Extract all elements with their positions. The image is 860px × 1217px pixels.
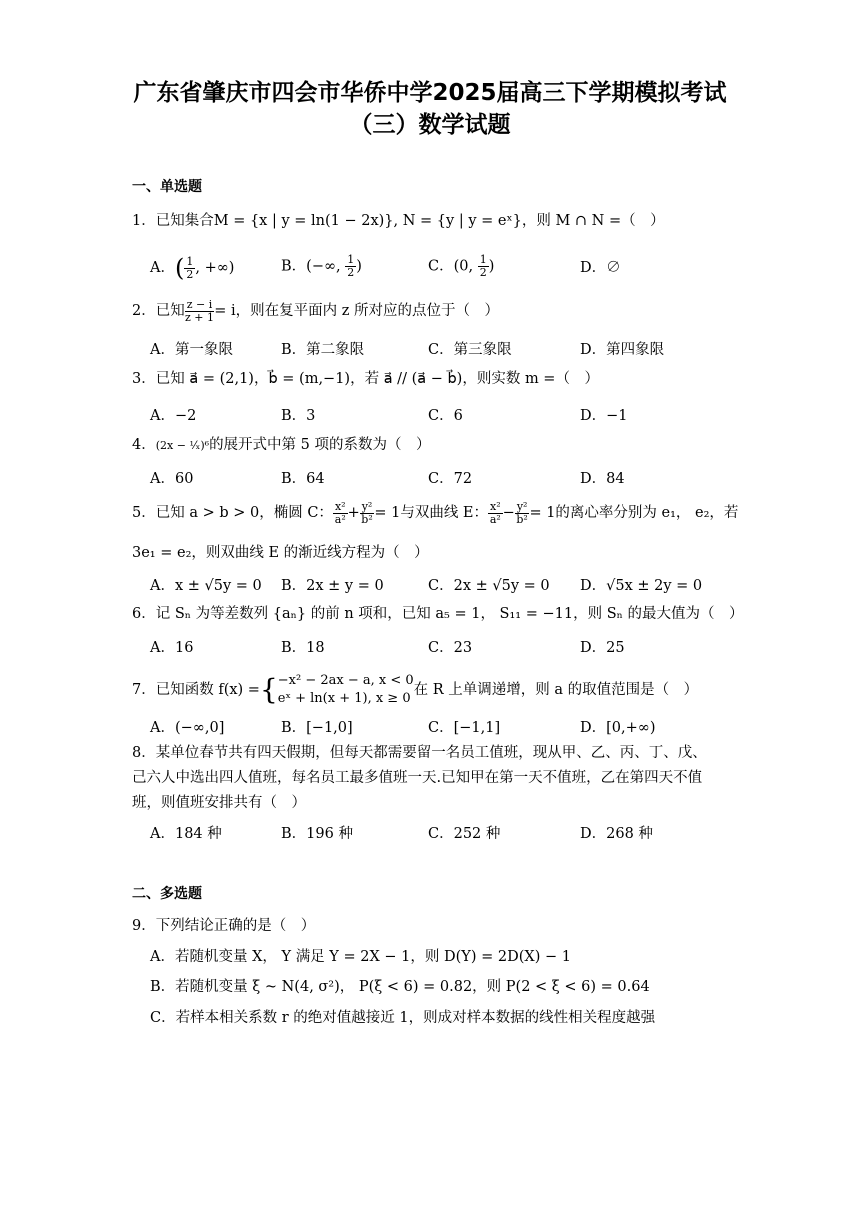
q5-ellipse-y-term — [360, 501, 375, 526]
q1-option-a-label: A． — [150, 260, 175, 276]
q1-option-c-label: C． — [428, 258, 454, 275]
question-6-stem: 6．记 Sₙ 为等差数列 {aₙ} 的前 n 项和，已知 a₅ = 1， S₁₁ = −11，则 Sₙ 的最大值为（ ） — [132, 606, 744, 622]
q5-b2: b² — [361, 512, 373, 526]
q2-denominator: z + 1 — [184, 310, 214, 324]
q1-option-b-den: 2 — [347, 266, 355, 279]
q7-option-d: D．[0,+∞) — [580, 720, 656, 736]
q5-hb2: b² — [516, 512, 528, 526]
q5-ha2: a² — [489, 512, 501, 526]
q9-option-c: C．若样本相关系数 r 的绝对值越接近 1，则成对样本数据的线性相关程度越强 — [150, 1010, 656, 1026]
q5-minus: − — [502, 505, 515, 521]
q8-option-b: B．196 种 — [281, 826, 353, 842]
q1-option-d: D．∅ — [580, 260, 621, 276]
q1-suffix: ，则 M ∩ N =（ ） — [521, 213, 665, 229]
q8-option-a: A．184 种 — [150, 826, 222, 842]
q1-option-a-den: 2 — [186, 267, 194, 281]
q3-option-c: C．6 — [428, 408, 463, 424]
q5-eq1: = 1 — [374, 505, 401, 521]
q6-option-a: A．16 — [150, 640, 194, 656]
q5-heq1: = 1 — [529, 505, 556, 521]
section-heading-multiple-choice: 二、多选题 — [132, 886, 202, 902]
q2-option-a: A．第一象限 — [150, 342, 233, 358]
q8-option-c: C．252 种 — [428, 826, 501, 842]
q5-line1-prefix: 5．已知 a > b > 0，椭圆 C： — [132, 505, 333, 521]
q5-option-d: D．√5x ± 2y = 0 — [580, 578, 703, 594]
q6-option-c: C．23 — [428, 640, 473, 656]
question-5-line1 — [132, 499, 739, 526]
q2-option-d: D．第四象限 — [580, 342, 665, 358]
q2-option-c: C．第三象限 — [428, 342, 512, 358]
q7-suffix: 在 R 上单调递增，则 a 的取值范围是（ ） — [413, 682, 699, 698]
q5-y2: y² — [361, 499, 373, 513]
question-1-stem — [132, 208, 732, 234]
q1-prefix: 1．已知集合 — [132, 213, 214, 229]
q5-plus: + — [347, 505, 360, 521]
q5-line1-suffix: 的离心率分别为 e₁， e₂，若 — [555, 505, 739, 521]
q1-option-c-left: (0, — [453, 258, 478, 275]
q1-option-a — [150, 254, 234, 282]
q2-suffix: = i，则在复平面内 z 所对应的点位于（ ） — [214, 303, 500, 319]
q4-option-a: A．60 — [150, 471, 194, 487]
q5-option-c: C．2x ± √5y = 0 — [428, 578, 550, 594]
q3-option-d: D．−1 — [580, 408, 628, 424]
q7-case-2: eˣ + ln(x + 1), x ≥ 0 — [277, 691, 411, 706]
q1-sets: M = {x | y = ln(1 − 2x)}, N = {y | y = eˣ} — [213, 213, 522, 229]
q5-hx2: x² — [490, 499, 501, 513]
q1-option-b-num: 1 — [347, 253, 355, 266]
question-9-stem: 9．下列结论正确的是（ ） — [132, 918, 316, 934]
q1-option-a-num: 1 — [186, 254, 194, 268]
q6-option-d: D．25 — [580, 640, 625, 656]
q5-option-a: A．x ± √5y = 0 — [150, 578, 262, 594]
q5-option-b: B．2x ± y = 0 — [281, 578, 384, 594]
q7-brace: { — [259, 673, 278, 706]
q4-expression: (2x − ¹⁄ₓ)⁶ — [155, 439, 210, 452]
q7-option-c: C．[−1,1] — [428, 720, 501, 736]
question-8-line2: 己六人中选出四人值班，每名员工最多值班一天.已知甲在第一天不值班，乙在第四天不值 — [132, 770, 703, 786]
q1-option-b — [281, 254, 362, 279]
q5-hyperbola-y-term — [515, 501, 530, 526]
question-3-stem: 3．已知 a⃗ = (2,1)，b⃗ = (m,−1)，若 a⃗ // (a⃗ − b⃗)，则实数 m =（ ） — [132, 371, 599, 387]
q3-option-b: B．3 — [281, 408, 316, 424]
q4-option-b: B．64 — [281, 471, 325, 487]
q1-option-b-right: ) — [356, 258, 362, 275]
q4-option-c: C．72 — [428, 471, 473, 487]
q4-number: 4． — [132, 437, 156, 453]
q1-option-b-left: (−∞, — [306, 258, 346, 275]
question-7-stem — [132, 672, 732, 708]
q9-option-a: A．若随机变量 X， Y 满足 Y = 2X − 1，则 D(Y) = 2D(X) − 1 — [150, 949, 571, 965]
q5-hyperbola-x-term — [488, 501, 503, 526]
q1-option-c-right: ) — [488, 258, 495, 275]
q1-option-b-label: B． — [281, 258, 307, 275]
q1-option-b-fraction — [345, 254, 356, 279]
q2-prefix: 2．已知 — [132, 303, 185, 319]
q5-ellipse-x-term — [333, 501, 348, 526]
q1-option-a-fraction — [184, 256, 195, 281]
q1-option-c — [428, 254, 494, 279]
q2-fraction — [185, 299, 215, 324]
section-heading-single-choice: 一、单选题 — [132, 179, 202, 195]
question-5-line2: 3e₁ = e₂，则双曲线 E 的渐近线方程为（ ） — [132, 545, 429, 561]
q7-case-1: −x² − 2ax − a, x < 0 — [277, 673, 414, 688]
q1-option-c-num: 1 — [479, 253, 487, 266]
q3-option-a: A．−2 — [150, 408, 197, 424]
question-8-line1: 8．某单位春节共有四天假期，但每天都需要留一名员工值班，现从甲、乙、丙、丁、戊、 — [132, 745, 707, 761]
q5-a2: a² — [334, 512, 346, 526]
q4-option-d: D．84 — [580, 471, 625, 487]
question-2-stem — [132, 298, 732, 324]
q1-option-a-left: ( — [174, 254, 185, 282]
q1-option-c-den: 2 — [479, 266, 487, 279]
q7-option-a: A．(−∞,0] — [150, 720, 225, 736]
q9-option-b: B．若随机变量 ξ ~ N(4, σ²)， P(ξ < 6) = 0.82，则 P(2 < ξ < 6) = 0.64 — [150, 979, 650, 995]
q7-option-b: B．[−1,0] — [281, 720, 353, 736]
q5-x2: x² — [334, 499, 346, 513]
q7-prefix: 7．已知函数 f(x) = — [132, 682, 260, 698]
question-8-line3: 班，则值班安排共有（ ） — [132, 795, 306, 811]
question-4-stem — [132, 432, 732, 459]
q8-option-d: D．268 种 — [580, 826, 653, 842]
q5-hy2: y² — [516, 499, 528, 513]
q4-text: 的展开式中第 5 项的系数为（ ） — [209, 437, 431, 453]
q2-numerator: z − i — [186, 297, 213, 311]
q5-line1-middle: 与双曲线 E： — [400, 505, 489, 521]
document-title-line2: （三）数学试题 — [349, 112, 511, 138]
q1-option-c-fraction — [478, 254, 489, 279]
q6-option-b: B．18 — [281, 640, 325, 656]
q2-option-b: B．第二象限 — [281, 342, 365, 358]
q1-option-a-right: , +∞) — [195, 260, 235, 276]
q7-cases — [278, 672, 414, 708]
document-title-line1: 广东省肇庆市四会市华侨中学2025届高三下学期模拟考试 — [133, 80, 727, 106]
